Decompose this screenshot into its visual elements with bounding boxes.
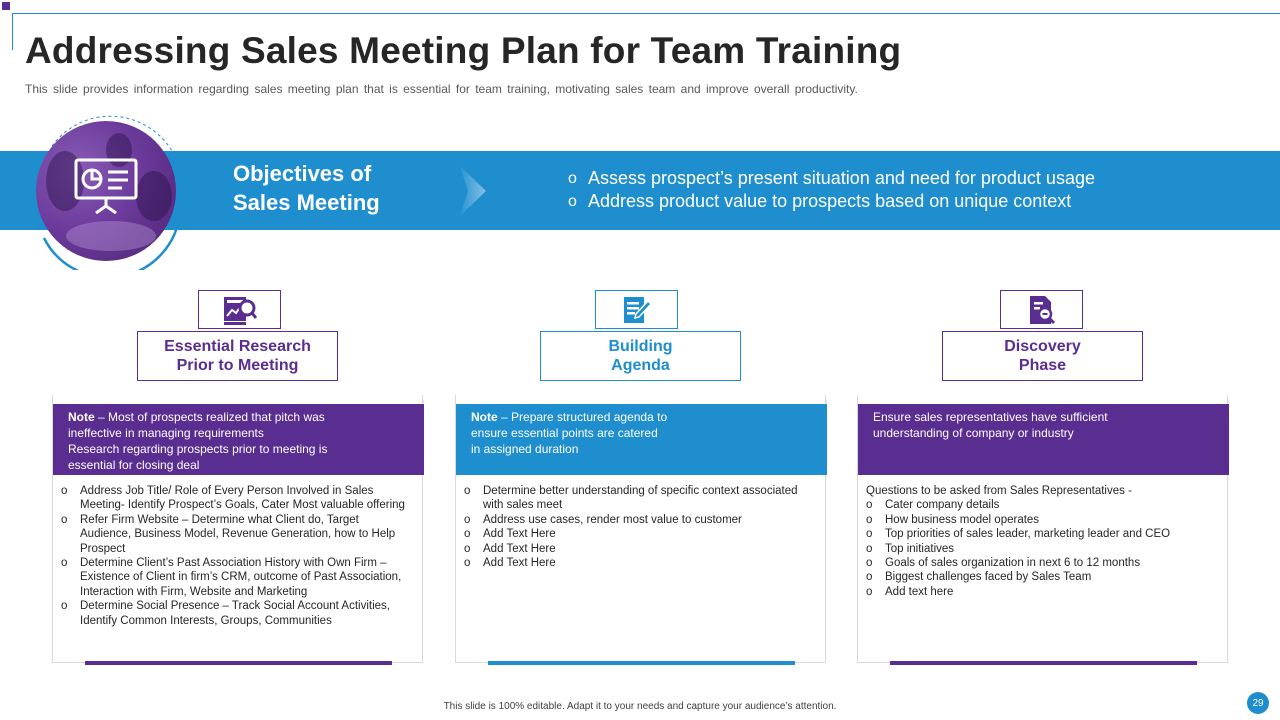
page-number-badge: 29 bbox=[1247, 692, 1269, 714]
card-title-line: Phase bbox=[1018, 357, 1067, 374]
meeting-photo-badge bbox=[30, 108, 190, 270]
note-label: Note bbox=[68, 410, 95, 424]
note-line: ensure essential points are catered bbox=[471, 426, 658, 440]
note-line: in assigned duration bbox=[471, 442, 579, 456]
research-icon-box bbox=[198, 290, 281, 329]
list-item: o Add text here bbox=[866, 585, 1216, 599]
list-item: o Cater company details bbox=[866, 498, 1216, 512]
card-note bbox=[456, 404, 827, 475]
list-item: o Determine Client’s Past Association History with Own Firm – Existence of Client in firm’s CRM, outcome of Past Association, Interaction with Firm, Website and Marketing bbox=[61, 556, 406, 599]
list-item: o Determine Social Presence – Track Social Account Activities, Identify Common Interests, Groups, Communities bbox=[61, 599, 406, 628]
objective-item: o Address product value to prospects based on unique context bbox=[568, 190, 1095, 213]
list-item: o Top priorities of sales leader, marketing leader and CEO bbox=[866, 527, 1216, 541]
document-search-icon bbox=[1027, 294, 1057, 326]
card-bullet-list bbox=[866, 484, 1216, 599]
list-item: o Biggest challenges faced by Sales Team bbox=[866, 570, 1216, 584]
note-line: ineffective in managing requirements bbox=[68, 426, 264, 440]
header-rule bbox=[12, 13, 1280, 14]
card-title-building-agenda bbox=[540, 331, 741, 381]
card-title-line: Discovery bbox=[1004, 338, 1081, 355]
card-discovery-phase bbox=[857, 395, 1228, 663]
card-title-line: Agenda bbox=[611, 357, 670, 374]
research-report-magnifier-icon bbox=[223, 294, 257, 326]
list-item: o Add Text Here bbox=[464, 542, 809, 556]
note-line: Research regarding prospects prior to meeting is bbox=[68, 442, 328, 456]
objectives-heading-line2: Sales Meeting bbox=[233, 190, 380, 215]
agenda-edit-icon bbox=[622, 295, 652, 325]
card-accent-bar bbox=[488, 661, 795, 665]
list-item: o Add Text Here bbox=[464, 556, 809, 570]
list-item: o Determine better understanding of specific context associated with sales meet bbox=[464, 484, 809, 513]
card-accent-bar bbox=[890, 661, 1197, 665]
note-line: essential for closing deal bbox=[68, 458, 200, 472]
list-item: o Add Text Here bbox=[464, 527, 809, 541]
presentation-board-icon bbox=[74, 158, 138, 214]
note-line: – Prepare structured agenda to bbox=[497, 410, 668, 424]
list-item: o How business model operates bbox=[866, 513, 1216, 527]
list-item: o Goals of sales organization in next 6 to 12 months bbox=[866, 556, 1216, 570]
corner-accent-square bbox=[2, 2, 10, 10]
discovery-icon-box bbox=[1000, 290, 1083, 329]
objectives-heading-line1: Objectives of bbox=[233, 161, 372, 186]
card-title-line: Prior to Meeting bbox=[176, 357, 299, 374]
slide-subtitle: This slide provides information regarding sales meeting plan that is essential for team training, motivating sales team and improve overall productivity. bbox=[25, 82, 858, 96]
objective-item: o Assess prospect’s present situation and need for product usage bbox=[568, 167, 1095, 190]
card-essential-research bbox=[52, 395, 423, 663]
footer-note: This slide is 100% editable. Adapt it to your needs and capture your audience’s attention. bbox=[443, 701, 837, 712]
card-note bbox=[53, 404, 424, 475]
card-title-discovery-phase bbox=[942, 331, 1143, 381]
objectives-heading bbox=[233, 159, 453, 217]
card-building-agenda bbox=[455, 395, 826, 663]
slide-title: Addressing Sales Meeting Plan for Team Training bbox=[25, 30, 902, 71]
card-title-line: Essential Research bbox=[164, 338, 311, 355]
card-title-essential-research bbox=[137, 331, 338, 381]
note-line: – Most of prospects realized that pitch was bbox=[94, 410, 325, 424]
list-intro: Questions to be asked from Sales Representatives - bbox=[866, 485, 1132, 497]
objectives-list bbox=[568, 167, 1095, 213]
note-label: Note bbox=[471, 410, 498, 424]
note-line: understanding of company or industry bbox=[873, 426, 1074, 440]
card-bullet-list bbox=[464, 484, 809, 570]
list-item: o Top initiatives bbox=[866, 542, 1216, 556]
card-accent-bar bbox=[85, 661, 392, 665]
card-title-line: Building bbox=[608, 338, 673, 355]
chevron-right-icon bbox=[460, 166, 486, 216]
note-line: Ensure sales representatives have sufficient bbox=[873, 410, 1108, 424]
list-item: o Address Job Title/ Role of Every Person Involved in Sales Meeting- Identify Prospect’s Goals, Cater Most valuable offering bbox=[61, 484, 406, 513]
card-bullet-list bbox=[61, 484, 406, 628]
list-item: o Address use cases, render most value to customer bbox=[464, 513, 809, 527]
card-note bbox=[858, 404, 1229, 475]
header-tick bbox=[12, 13, 13, 50]
list-item: o Refer Firm Website – Determine what Client do, Target Audience, Business Model, Revenue Generation, how to Help Prospect bbox=[61, 513, 406, 556]
agenda-icon-box bbox=[595, 290, 678, 329]
